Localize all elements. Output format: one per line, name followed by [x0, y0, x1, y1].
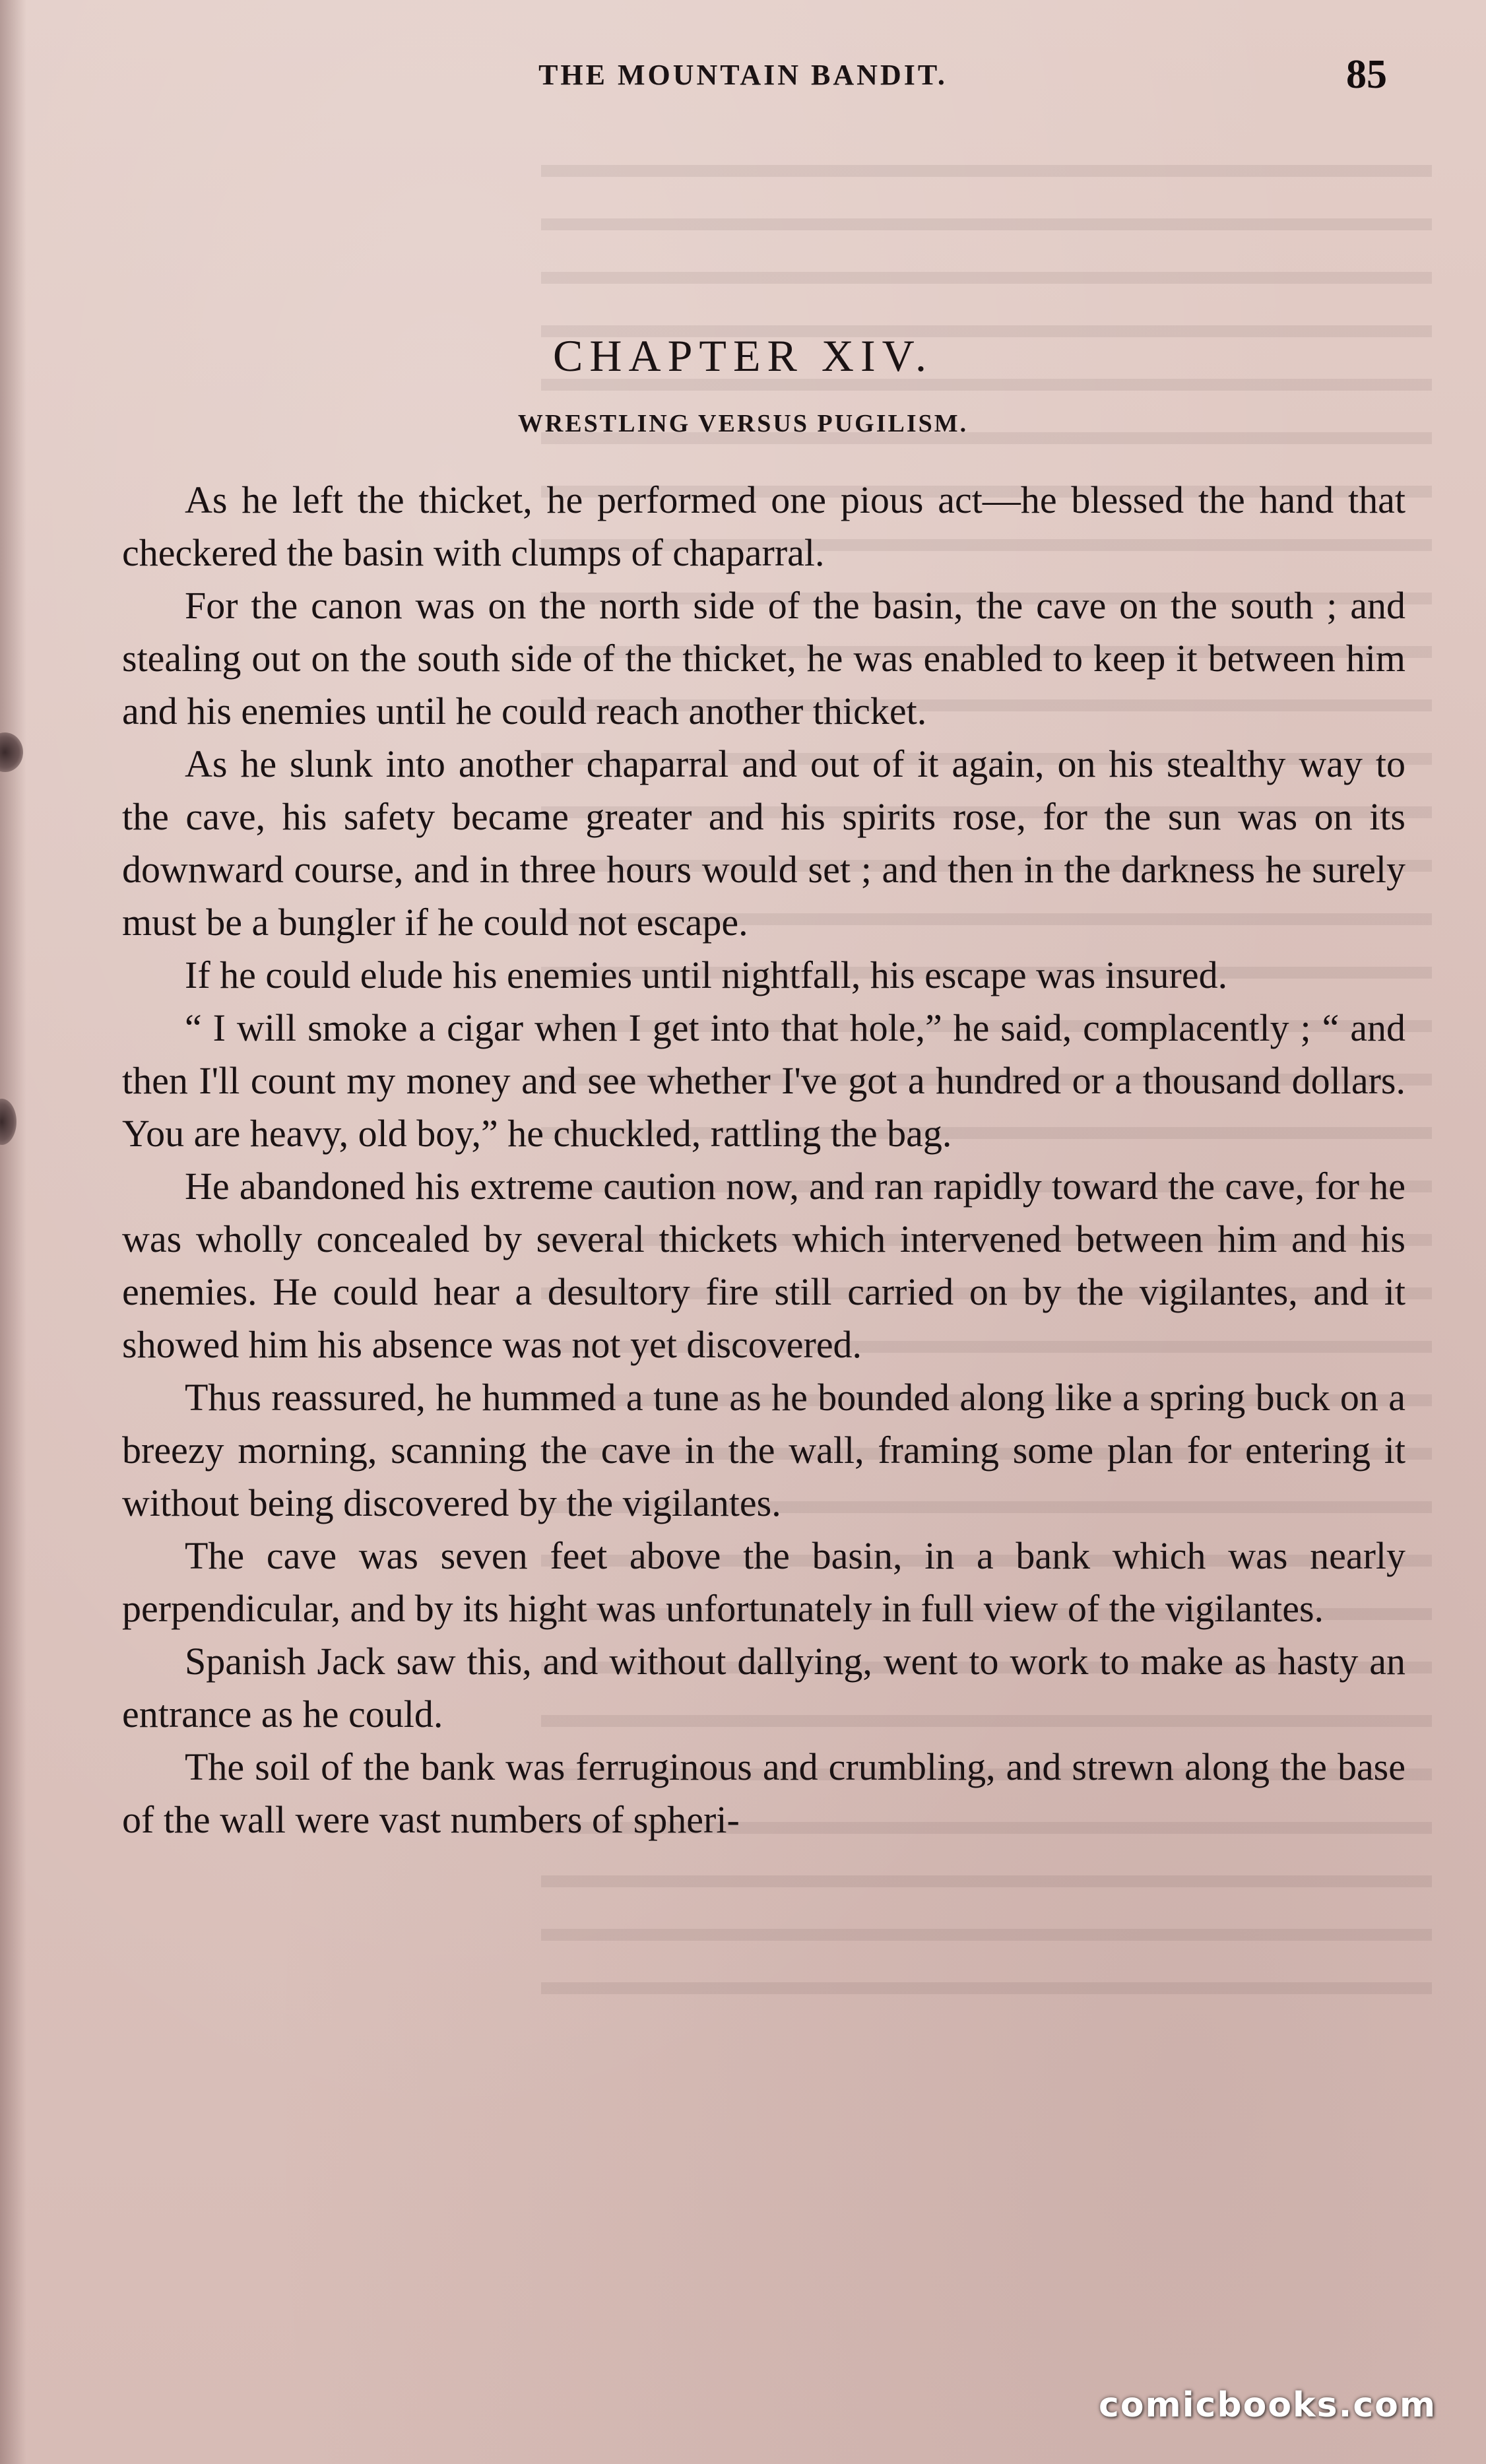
running-title: THE MOUNTAIN BANDIT.: [538, 59, 948, 91]
paragraph: “ I will smoke a cigar when I get into that hole,” he said, complacently ; “ and then I'll count my money and see whether I've got a hundred or a thousand dollars. You are heavy, old boy,” he chuckled, rattling the bag.: [122, 1006, 1405, 1155]
paragraph: As he left the thicket, he performed one pious act—he blessed the hand that checkered the basin with clumps of chaparral.: [122, 478, 1405, 574]
paragraph: As he slunk into another chaparral and out of it again, on his stealthy way to the cave, his safety became greater and his spirits rose, for the sun was on its downward course, and in three hours would set ; and then in the darkness he surely must be a bungler if he could not escape.: [122, 742, 1405, 944]
paragraph: Thus reassured, he hummed a tune as he bounded along like a spring buck on a breezy morning, scanning the cave in the wall, framing some plan for entering it without being discovered by the vigilantes.: [122, 1376, 1405, 1524]
paragraph: Spanish Jack saw this, and without dallying, went to work to make as hasty an entrance as he could.: [122, 1640, 1405, 1735]
body-text: [122, 474, 1405, 1846]
chapter-title: CHAPTER XIV.: [553, 331, 933, 381]
paragraph: The cave was seven feet above the basin, in a bank which was nearly perpendicular, and by its hight was unfortunately in full view of the vigilantes.: [122, 1534, 1405, 1630]
paragraph: For the canon was on the north side of the basin, the cave on the south ; and stealing out on the south side of the thicket, he was enabled to keep it between him and his enemies until he could reach another thicket.: [122, 584, 1405, 732]
page-number: 85: [1346, 52, 1387, 97]
paragraph: If he could elude his enemies until nightfall, his escape was insured.: [185, 954, 1228, 996]
paragraph: The soil of the bank was ferruginous and crumbling, and strewn along the base of the wall were vast numbers of spheri-: [122, 1745, 1405, 1841]
watermark: comicbooks.com: [1099, 2385, 1437, 2425]
paragraph: He abandoned his extreme caution now, and ran rapidly toward the cave, for he was wholly concealed by several thickets which intervened between him and his enemies. He could hear a desultory fire still carried on by the vigilantes, and it showed him his absence was not yet discovered.: [122, 1165, 1405, 1366]
chapter-subtitle: WRESTLING VERSUS PUGILISM.: [517, 410, 969, 438]
